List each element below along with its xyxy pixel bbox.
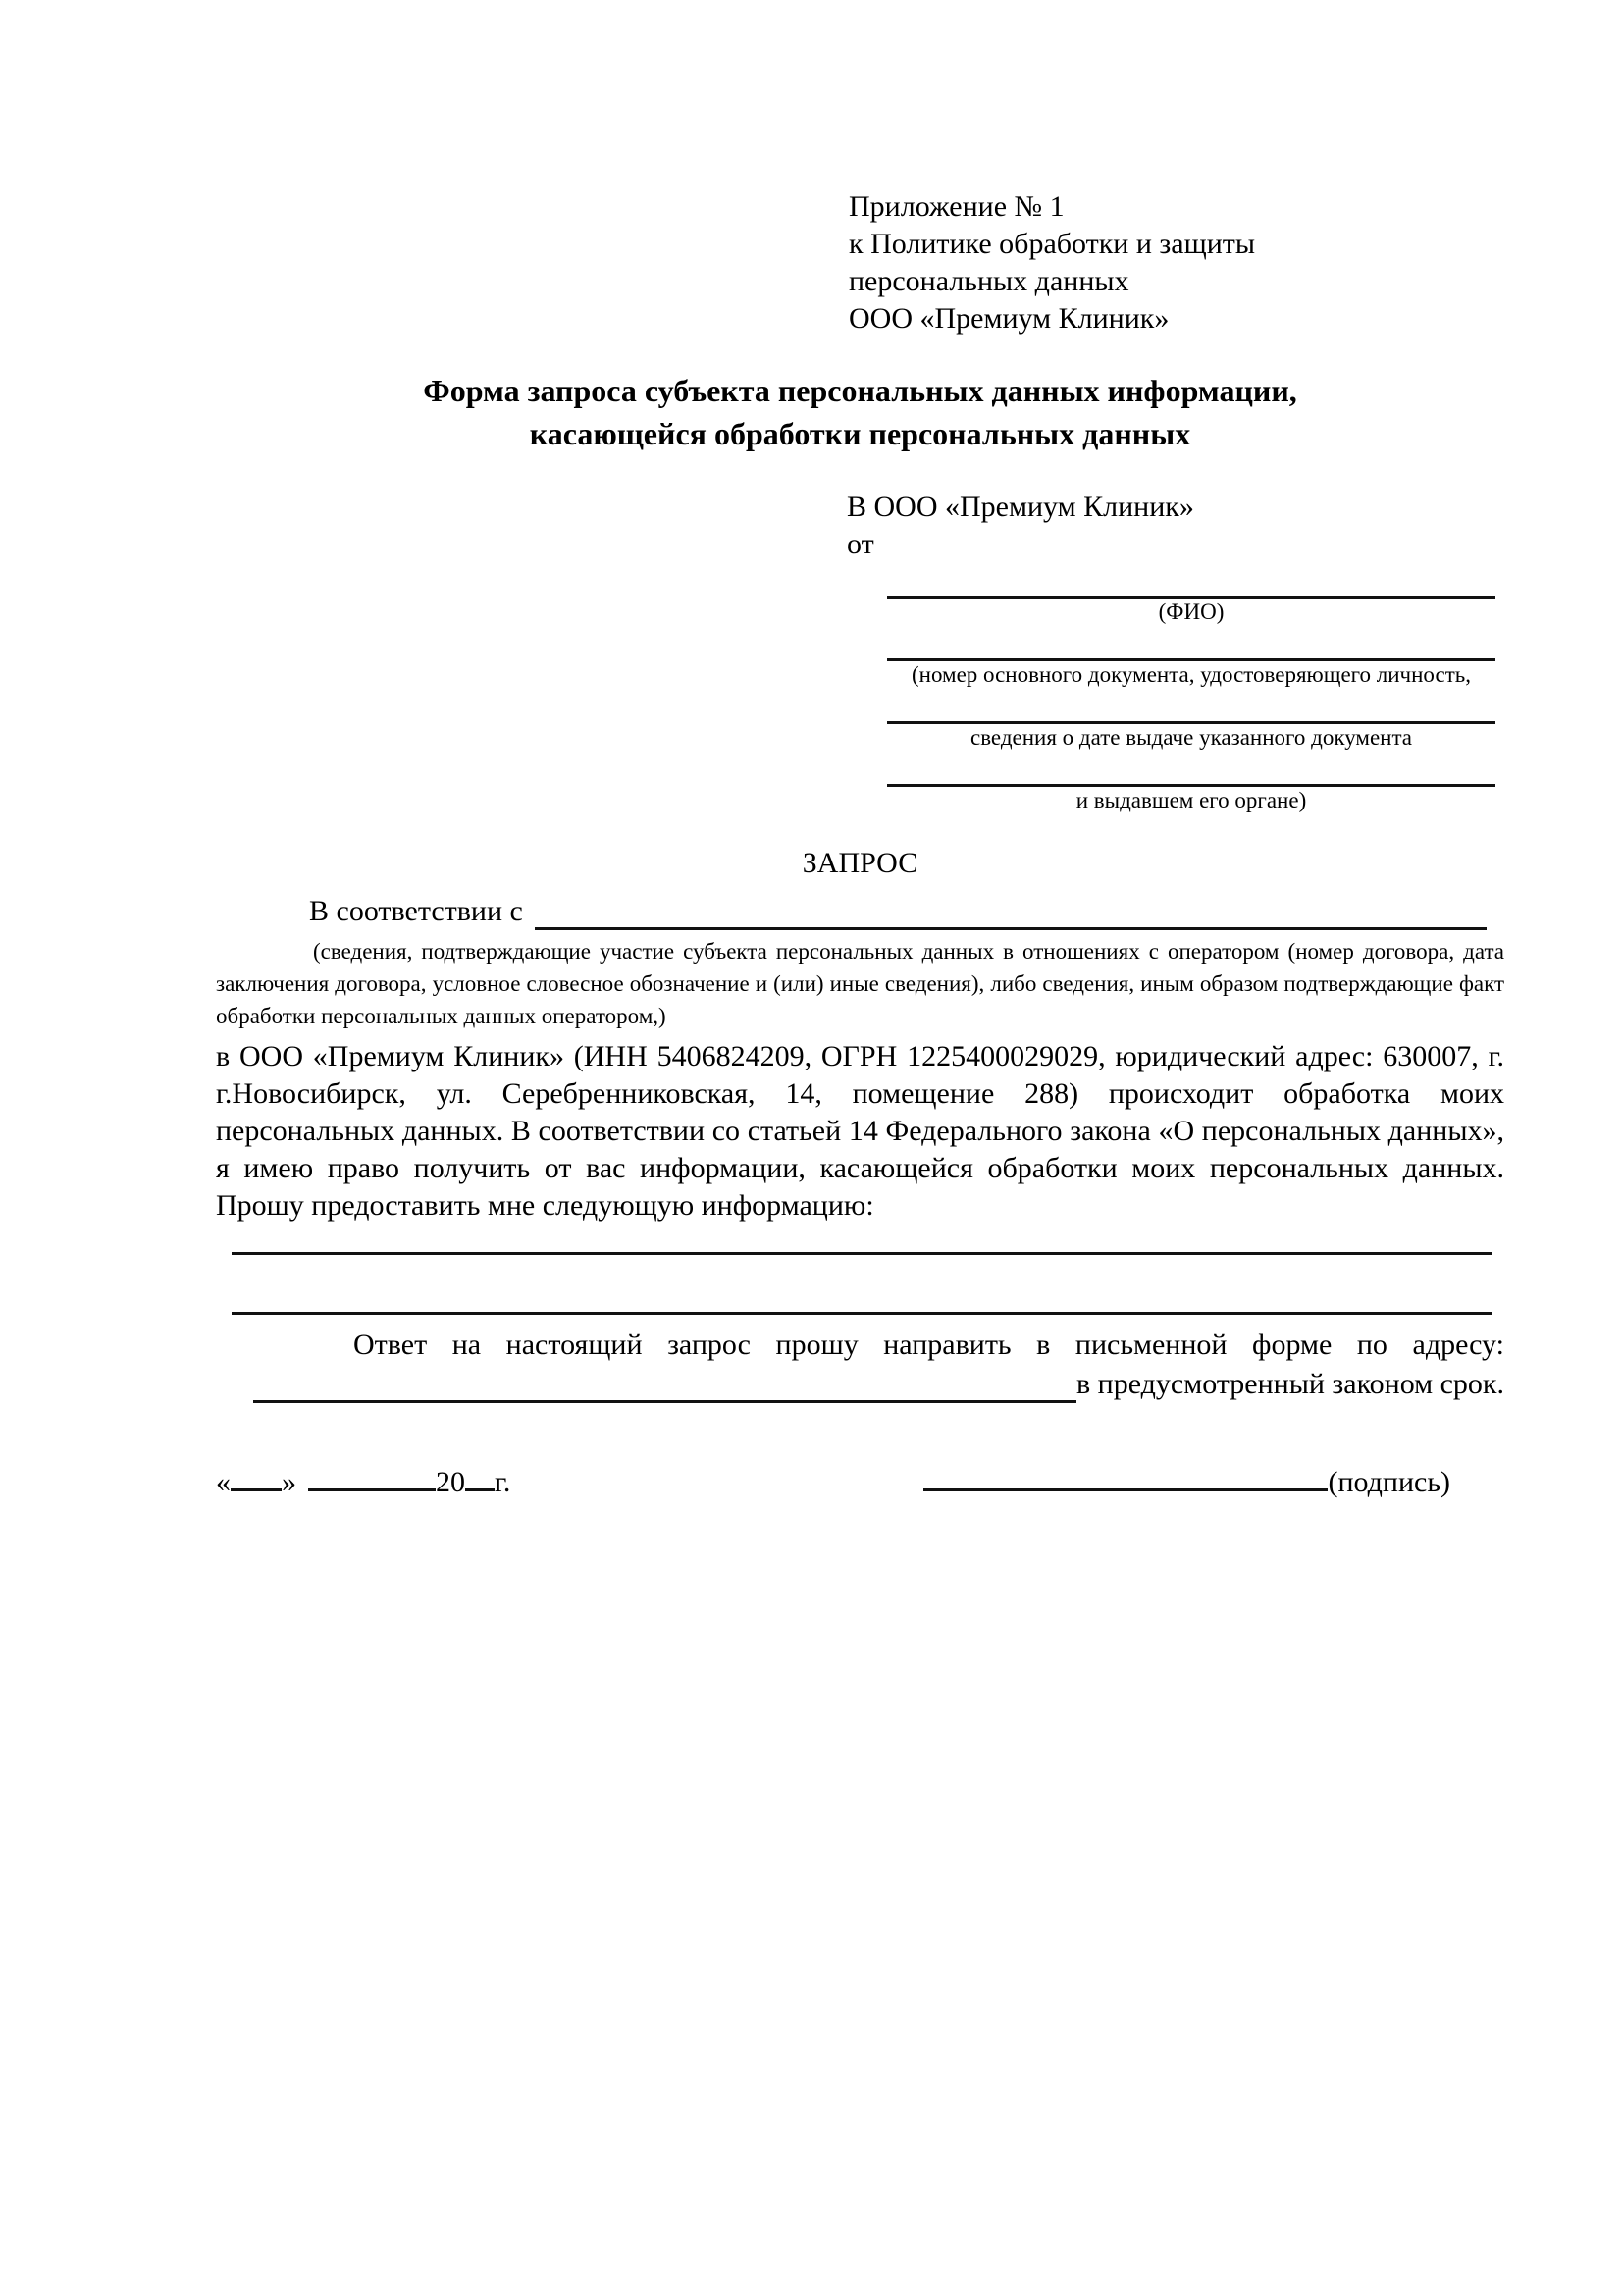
document-number-field — [887, 626, 1495, 689]
issuing-authority-field — [887, 752, 1495, 814]
date-year-blank — [465, 1462, 495, 1491]
fio-field — [887, 563, 1495, 626]
reply-request-text: Ответ на настоящий запрос прошу направить в письменной форме по адресу: — [353, 1329, 1504, 1361]
signature-block — [923, 1462, 1450, 1501]
date-signature-row — [216, 1462, 1504, 1501]
accordance-row — [216, 891, 1504, 930]
signature-caption: (подпись) — [1328, 1466, 1450, 1498]
document-number-caption: (номер основного документа, удостоверяющего личность, — [911, 662, 1471, 687]
fio-field-blank-line — [887, 563, 1495, 599]
appendix-note-line: Приложение № 1 — [849, 190, 1065, 223]
accordance-label: В соответствии с — [309, 895, 523, 927]
date-month-blank — [308, 1462, 436, 1491]
body-paragraph: в ООО «Премиум Клиник» (ИНН 5406824209, ОГРН 1225400029029, юридический адрес: 630007, г. г.Новосибирск, ул. Серебренниковская, 14, помещение 288) происходит обработка моих персональных данных. В соответствии со статьей 14 Федерального закона «О персональных данных», я имею право получить от вас информации, касающейся обработки моих персональных данных. Прошу предоставить мне следующую информацию: — [216, 1040, 1504, 1222]
addressee-from-label: от — [847, 528, 874, 560]
reply-address-blank-line — [253, 1370, 1076, 1403]
date-close-quote: » — [282, 1466, 296, 1498]
appendix-note-line: персональных данных — [849, 265, 1129, 297]
document-title-line-1: Форма запроса субъекта персональных данных информации, — [423, 373, 1297, 408]
document-number-blank-line — [887, 626, 1495, 661]
issue-date-caption: сведения о дате выдаче указанного документа — [969, 725, 1413, 750]
accordance-fine-print: (сведения, подтверждающие участие субъекта персональных данных в отношениях с оператором (номер договора, дата заключения договора, условное словесное обозначение и (или) иные сведения), либо сведения, иным образом подтверждающие факт обработки персональных данных оператором,) — [216, 939, 1504, 1028]
addressee-to: В ООО «Премиум Клиник» — [847, 491, 1194, 523]
issue-date-field — [887, 689, 1495, 752]
date-block — [216, 1462, 510, 1501]
requested-info-blank-line-2 — [232, 1312, 1492, 1315]
reply-address-row — [216, 1364, 1504, 1403]
addressee-block — [847, 489, 1504, 563]
signature-blank-line — [923, 1462, 1328, 1491]
reply-deadline-text: в предусмотренный законом срок. — [1076, 1368, 1504, 1400]
requested-info-blank-line-1 — [232, 1252, 1492, 1255]
fio-field-caption: (ФИО) — [1158, 600, 1225, 624]
request-heading: ЗАПРОС — [802, 847, 918, 879]
date-open-quote: « — [216, 1466, 231, 1498]
date-year-suffix: г. — [495, 1466, 511, 1498]
date-year-prefix: 20 — [436, 1466, 465, 1498]
document-title-line-2: касающейся обработки персональных данных — [529, 416, 1191, 451]
appendix-note-line: ООО «Премиум Клиник» — [849, 302, 1170, 335]
accordance-blank-line — [535, 897, 1487, 930]
document-title — [216, 369, 1504, 455]
issuing-authority-caption: и выдавшем его органе) — [1075, 788, 1307, 812]
issuing-authority-blank-line — [887, 752, 1495, 787]
appendix-note — [849, 188, 1504, 338]
date-day-blank — [231, 1462, 282, 1491]
appendix-note-line: к Политике обработки и защиты — [849, 228, 1256, 260]
issue-date-blank-line — [887, 689, 1495, 724]
